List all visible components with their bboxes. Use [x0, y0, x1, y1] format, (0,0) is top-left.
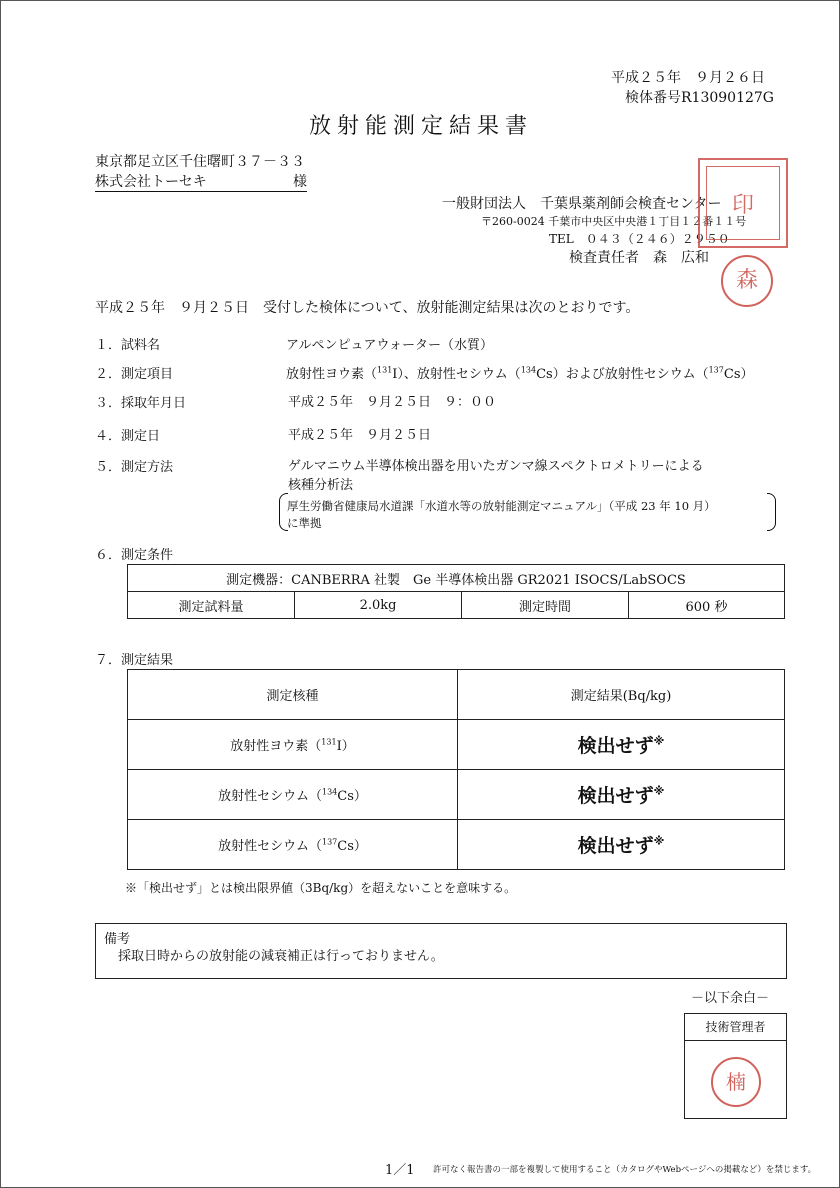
- issuer-address: 〒260-0024 千葉市中央区中央港１丁目１２番１１号: [481, 215, 747, 228]
- table-row: [128, 720, 785, 770]
- item-4-label: 測定日: [121, 429, 161, 444]
- result-header: 測定結果(Bq/kg): [458, 670, 785, 720]
- result-cell: 検出せず※: [458, 720, 785, 770]
- amount-value-cell: 2.0kg: [295, 592, 462, 619]
- remarks-text: 採取日時からの放射能の減衰補正は行っておりません。: [118, 949, 444, 964]
- issuer-organization: 一般財団法人 千葉県薬剤師会検査センター: [442, 196, 722, 212]
- item-4-value: 平成２５年 ９月２５日: [288, 428, 432, 443]
- issuer-tel: TEL ０４３（２４６）２９５０: [549, 232, 730, 246]
- remarks-label: 備考: [104, 932, 131, 947]
- responsible-seal: 森: [721, 255, 773, 307]
- organization-stamp: 印: [698, 158, 788, 248]
- item-5-number: ５．: [95, 460, 122, 475]
- item-1-number: １．: [95, 338, 122, 353]
- table-row: [128, 820, 785, 870]
- item-5-label: 測定方法: [121, 460, 174, 475]
- nuclide-cell: 放射性セシウム（$^{134}$Cs）: [128, 770, 458, 820]
- method-note-line1: 厚生労働省健康局水道課「水道水等の放射能測定マニュアル」（平成 23 年 10 月）: [287, 499, 716, 513]
- time-value-cell: 600 秒: [629, 592, 785, 619]
- item-2-number: ２．: [95, 367, 122, 382]
- method-note-line2: に準拠: [287, 516, 322, 530]
- document-title: 放射能測定結果書: [309, 114, 534, 139]
- tech-manager-label: 技術管理者: [685, 1014, 786, 1041]
- instrument-cell: 測定機器：CANBERRA 社製 Ge 半導体検出器 GR2021 ISOCS/LabSOCS: [128, 565, 785, 592]
- nuclide-header: 測定核種: [128, 670, 458, 720]
- recipient-company: 株式会社トーセキ 様: [95, 171, 307, 192]
- nuclide-cell: 放射性セシウム（$^{137}$Cs）: [128, 820, 458, 870]
- issue-date: 平成２５年 ９月２６日: [611, 70, 765, 86]
- sample-number: 検体番号R13090127G: [625, 90, 774, 106]
- page-number: 1／1: [385, 1163, 415, 1178]
- results-footnote: ※「検出せず」とは検出限界値（3Bq/kg）を超えないことを意味する。: [125, 881, 517, 895]
- recipient-address: 東京都足立区千住曙町３７－３３: [95, 154, 305, 170]
- footer-notice: 許可なく報告書の一部を複製して使用すること（カタログやWebページへの掲載など）を禁じます。: [433, 1165, 817, 1175]
- item-2-label: 測定項目: [121, 367, 174, 382]
- item-2-value: 放射性ヨウ素（$^{131}$I）、放射性セシウム（$^{134}$Cs）および放射性セシウム（$^{137}$Cs）: [286, 365, 754, 382]
- item-3-number: ３．: [95, 396, 122, 411]
- item-1-label: 試料名: [121, 338, 161, 353]
- note-bracket-right: [767, 493, 776, 531]
- item-1-value: アルペンピュアウォーター（水質）: [286, 338, 493, 353]
- item-3-value: 平成２５年 ９月２５日 ９：００: [288, 395, 497, 410]
- intro-text: 平成２５年 ９月２５日 受付した検体について、放射能測定結果は次のとおりです。: [95, 300, 640, 316]
- tech-manager-box: [684, 1013, 787, 1119]
- end-mark: －以下余白－: [691, 991, 770, 1006]
- conditions-heading: ６．測定条件: [95, 548, 174, 563]
- tech-manager-seal: 楠: [711, 1057, 761, 1107]
- item-5-value-line1: ゲルマニウム半導体検出器を用いたガンマ線スペクトロメトリーによる: [288, 459, 704, 474]
- item-4-number: ４．: [95, 429, 122, 444]
- issuer-responsible: 検査責任者 森 広和: [569, 250, 709, 266]
- time-label-cell: 測定時間: [462, 592, 629, 619]
- result-cell: 検出せず※: [458, 820, 785, 870]
- results-heading: ７．測定結果: [95, 653, 174, 668]
- result-cell: 検出せず※: [458, 770, 785, 820]
- item-3-label: 採取年月日: [121, 396, 187, 411]
- nuclide-cell: 放射性ヨウ素（$^{131}$I）: [128, 720, 458, 770]
- remarks-box: [95, 923, 787, 979]
- item-5-value-line2: 核種分析法: [288, 478, 354, 493]
- table-row: [128, 770, 785, 820]
- results-table: [127, 669, 785, 870]
- amount-label-cell: 測定試料量: [128, 592, 295, 619]
- conditions-table: [127, 564, 785, 619]
